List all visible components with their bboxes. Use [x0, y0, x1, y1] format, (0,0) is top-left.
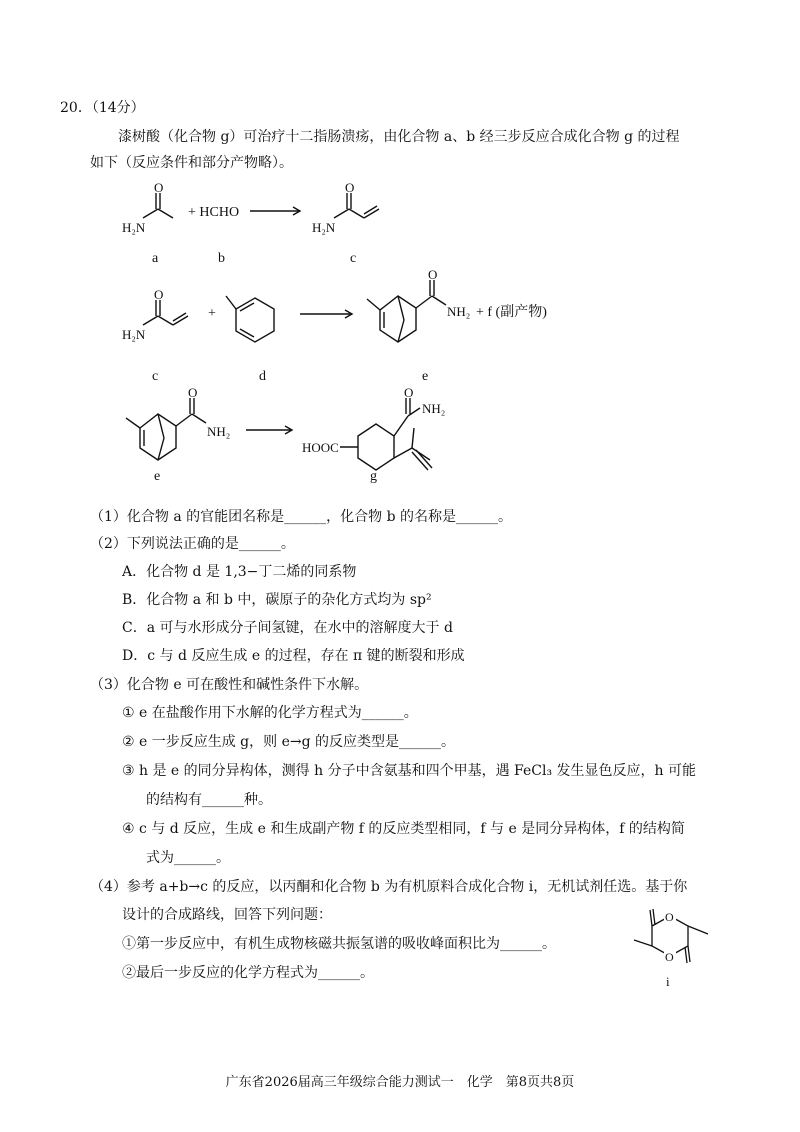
compound-g-structure [302, 385, 445, 470]
option-b: B．化合物 a 和 b 中，碳原子的杂化方式均为 sp² [122, 592, 432, 608]
intro-line-2: 如下（反应条件和部分产物略）。 [90, 155, 293, 171]
label-g: g [370, 469, 377, 484]
label-d: d [259, 369, 266, 384]
plus-sign: + [208, 306, 216, 321]
part-4-2: ②最后一步反应的化学方程式为______。 [122, 965, 374, 981]
plus-f-byproduct: + f (副产物) [476, 305, 547, 320]
part-1: （1）化合物 a 的官能团名称是______，化合物 b 的名称是______。 [90, 509, 513, 525]
intro-line-1: 漆树酸（化合物 g）可治疗十二指肠溃疡，由化合物 a、b 经三步反应合成化合物 g 的过程 [118, 129, 680, 145]
part-4-line-2: 设计的合成路线，回答下列问题： [122, 907, 332, 923]
part-3-1: ① e 在盐酸作用下水解的化学方程式为______。 [122, 705, 418, 721]
svg-text:O: O [188, 385, 198, 400]
part-4-1: ①第一步反应中，有机生成物核磁共振氢谱的吸收峰面积比为______。 [122, 936, 556, 952]
compound-c2-structure [122, 287, 188, 342]
part-4-line-1: （4）参考 a+b→c 的反应，以丙酮和化合物 b 为有机原料合成化合物 i，无机试剂任选。基于你 [90, 879, 688, 895]
option-a: A．化合物 d 是 1,3−丁二烯的同系物 [122, 564, 357, 580]
g-hooc-label: HOOC [302, 440, 339, 455]
compound-a-structure [122, 180, 173, 235]
part-2: （2）下列说法正确的是______。 [90, 536, 295, 552]
label-b: b [218, 251, 225, 266]
part-3-3-line-1: ③ h 是 e 的同分异构体，测得 h 分子中含氨基和四个甲基，遇 FeCl₃ 发生显色反应，h 可能 [122, 763, 696, 779]
label-a: a [152, 251, 159, 266]
part-3-2: ② e 一步反应生成 g，则 e→g 的反应类型是______。 [122, 734, 456, 750]
question-number: 20．（14分） [60, 100, 145, 116]
compound-d-structure [226, 296, 274, 342]
svg-text:O: O [154, 287, 164, 302]
svg-text:O: O [428, 267, 438, 282]
svg-text:O: O [404, 385, 414, 400]
reaction-scheme [0, 180, 800, 490]
i-o-bottom: O [665, 950, 674, 964]
a-h2n-label: H₂N [122, 220, 146, 235]
part-3-4-line-1: ④ c 与 d 反应，生成 e 和生成副产物 f 的反应类型相同，f 与 e 是同分异构体，f 的结构简 [122, 821, 685, 837]
compound-i-structure [616, 900, 726, 990]
part-3: （3）化合物 e 可在酸性和碱性条件下水解。 [90, 677, 369, 693]
page-footer: 广东省2026届高三年级综合能力测试一 化学 第8页共8页 [225, 1075, 575, 1090]
i-o-top: O [665, 910, 674, 924]
label-c-1: c [350, 251, 357, 266]
svg-text:O: O [345, 180, 355, 195]
compound-e2-structure [126, 385, 230, 460]
part-3-4-line-2: 式为______。 [146, 850, 230, 866]
part-3-3-line-2: 的结构有______种。 [146, 792, 272, 808]
label-c-2: c [152, 369, 159, 384]
compound-c-structure [312, 180, 379, 235]
option-d: D．c 与 d 反应生成 e 的过程，存在 π 键的断裂和形成 [122, 648, 465, 664]
label-e-2: e [154, 469, 161, 484]
arrow-1 [250, 207, 300, 215]
label-e-1: e [422, 369, 429, 384]
arrow-2 [300, 310, 352, 318]
compound-e-structure [367, 267, 470, 342]
c2-h2n-label: H₂N [122, 327, 146, 342]
label-i: i [666, 974, 670, 989]
e2-nh2-label: NH₂ [207, 424, 231, 439]
c-h2n-label: H₂N [312, 220, 336, 235]
option-c: C．a 可与水形成分子间氢键，在水中的溶解度大于 d [122, 620, 453, 636]
g-nh2-label: NH₂ [422, 401, 446, 416]
e-nh2-label: NH₂ [447, 304, 471, 319]
arrow-3 [246, 426, 292, 434]
plus-hcho-text: + HCHO [188, 205, 240, 220]
svg-text:O: O [154, 180, 164, 195]
